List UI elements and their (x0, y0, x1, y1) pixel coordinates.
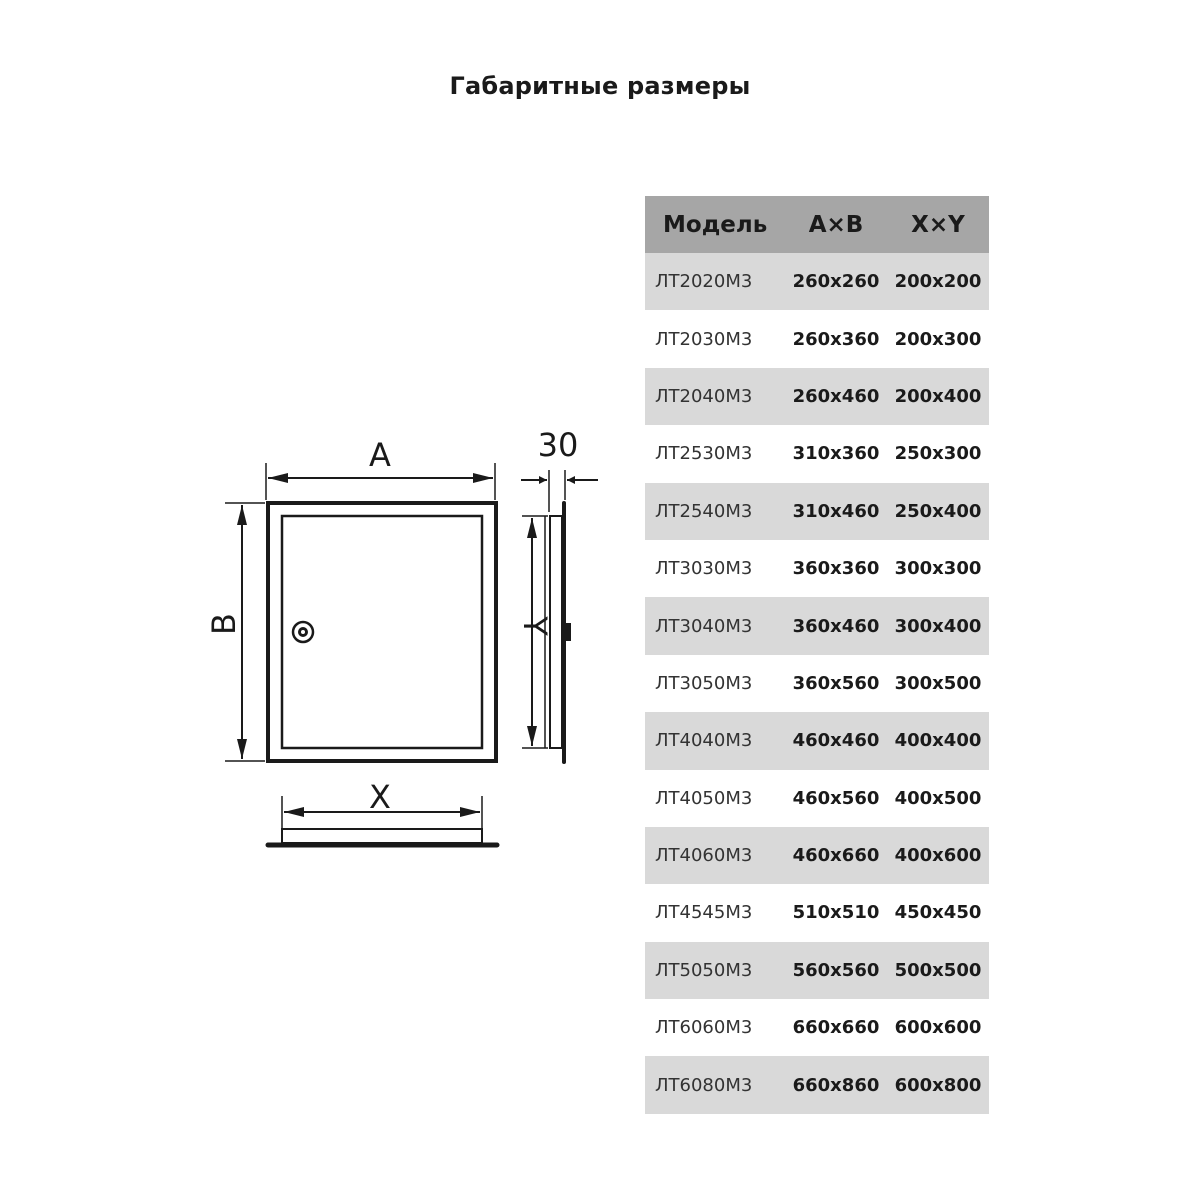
header-xxy: X×Y (887, 196, 989, 253)
axb-cell: 460x460 (785, 712, 887, 769)
model-cell: ЛТ4040М3 (645, 712, 785, 769)
label-depth: 30 (537, 426, 579, 464)
axb-cell: 260x360 (792, 328, 880, 350)
axb-cell: 260x260 (785, 253, 887, 310)
xxy-cell: 300x500 (894, 672, 982, 694)
model-cell: ЛТ3050М3 (655, 672, 753, 694)
model-cell: ЛТ6080М3 (645, 1056, 785, 1113)
xxy-cell: 300x300 (894, 558, 982, 580)
xxy-cell: 250x300 (894, 443, 982, 465)
axb-cell: 310x460 (785, 483, 887, 540)
xxy-cell: 200x200 (887, 253, 989, 310)
xxy-cell: 250x400 (887, 483, 989, 540)
dimensions-table (645, 196, 989, 1114)
table-row (645, 999, 989, 1056)
model-cell: ЛТ2030М3 (655, 328, 753, 350)
model-cell: ЛТ5050М3 (645, 942, 785, 999)
table-row (645, 483, 989, 540)
xxy-cell: 200x300 (894, 328, 982, 350)
side-view (516, 503, 571, 762)
axb-cell: 360x460 (785, 597, 887, 654)
model-cell: ЛТ4060М3 (645, 827, 785, 884)
model-cell: ЛТ2530М3 (655, 443, 753, 465)
axb-cell: 510x510 (792, 902, 880, 924)
dimension-depth (521, 426, 598, 512)
xxy-cell: 400x400 (887, 712, 989, 769)
table-row (645, 884, 989, 941)
xxy-cell: 500x500 (887, 942, 989, 999)
axb-cell: 660x860 (785, 1056, 887, 1113)
table-row (645, 827, 989, 884)
axb-cell: 360x560 (792, 672, 880, 694)
axb-cell: 460x560 (792, 787, 880, 809)
label-y: Y (516, 616, 554, 636)
table-row (645, 310, 989, 367)
axb-cell: 660x660 (792, 1017, 880, 1039)
table-row (645, 942, 989, 999)
axb-cell: 360x360 (792, 558, 880, 580)
table-row (645, 253, 989, 310)
table-row (645, 1056, 989, 1113)
page-title: Габаритные размеры (449, 72, 751, 100)
xxy-cell: 200x400 (887, 368, 989, 425)
table-row (645, 712, 989, 769)
lock-icon (293, 622, 313, 642)
xxy-cell: 450x450 (894, 902, 982, 924)
model-cell: ЛТ6060М3 (655, 1017, 753, 1039)
model-cell: ЛТ2040М3 (645, 368, 785, 425)
xxy-cell: 400x600 (887, 827, 989, 884)
model-cell: ЛТ3030М3 (655, 558, 753, 580)
model-cell: ЛТ3040М3 (645, 597, 785, 654)
xxy-cell: 400x500 (894, 787, 982, 809)
axb-cell: 560x560 (785, 942, 887, 999)
model-cell: ЛТ4545М3 (655, 902, 753, 924)
axb-cell: 260x460 (785, 368, 887, 425)
label-b: B (205, 613, 243, 635)
bottom-view (268, 778, 497, 845)
table-row (645, 655, 989, 712)
table-header-row (645, 196, 989, 253)
header-model: Модель (645, 196, 785, 253)
table-row (645, 540, 989, 597)
model-cell: ЛТ2020М3 (645, 253, 785, 310)
xxy-cell: 600x800 (887, 1056, 989, 1113)
table-row (645, 368, 989, 425)
label-x: X (369, 778, 391, 816)
hatch-dimension-drawing (0, 0, 640, 900)
model-cell: ЛТ4050М3 (655, 787, 753, 809)
dimension-b (205, 503, 265, 761)
dimension-a (266, 436, 495, 500)
label-a: A (369, 436, 391, 474)
axb-cell: 460x660 (785, 827, 887, 884)
xxy-cell: 300x400 (887, 597, 989, 654)
xxy-cell: 600x600 (894, 1017, 982, 1039)
axb-cell: 310x360 (792, 443, 880, 465)
front-view (268, 503, 496, 761)
table-row (645, 425, 989, 482)
table-row (645, 770, 989, 827)
table-row (645, 597, 989, 654)
header-axb: A×B (785, 196, 887, 253)
model-cell: ЛТ2540М3 (645, 483, 785, 540)
